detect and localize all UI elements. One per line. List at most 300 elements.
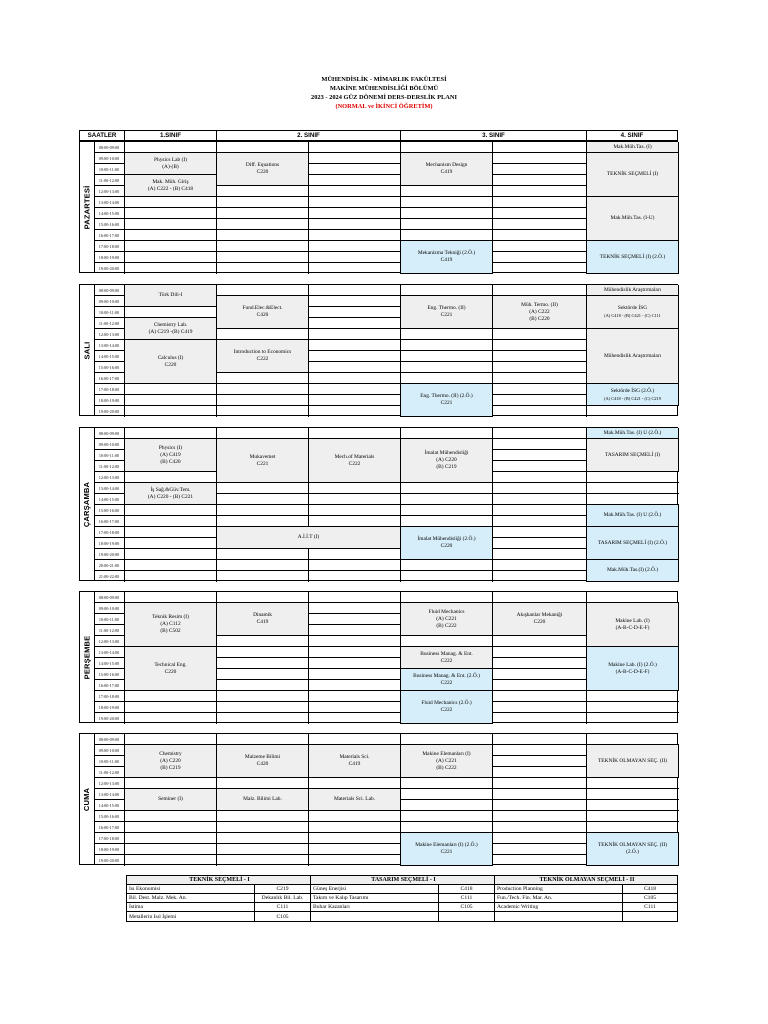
course-cell: Mak.Müh.Tas.(I) (2.Ö.)	[587, 560, 679, 582]
time-slot: 08:00-09:00	[94, 734, 125, 745]
summary-header: TEKNİK OLMAYAN SEÇMELİ - II	[495, 876, 677, 884]
empty-slot	[493, 527, 587, 538]
summary-room: C111	[644, 904, 656, 910]
course-cell: Mukavemet C221	[217, 439, 309, 483]
course-cell: Mech.of Materials C222	[309, 439, 401, 483]
empty-slot	[217, 197, 309, 208]
empty-slot	[401, 505, 493, 516]
empty-slot	[493, 373, 587, 384]
course-cell: Mak. Müh. Giriş (A) C222 - (B) C418	[125, 175, 217, 197]
time-slot: 10:00-11:00	[94, 756, 125, 767]
summary-room: C111	[439, 894, 495, 902]
empty-slot	[493, 219, 587, 230]
time-slot: 14:00-15:00	[94, 351, 125, 362]
empty-slot	[217, 263, 309, 274]
empty-slot	[493, 767, 587, 778]
empty-slot	[493, 208, 587, 219]
course-cell: Physics Lab (I) (A)-(B)	[125, 153, 217, 175]
course-cell: Makine Elemanları (I) (2.Ö.) C221	[401, 833, 493, 866]
empty-slot	[493, 472, 587, 483]
time-slot: 12:00-13:00	[94, 778, 125, 789]
empty-slot	[401, 778, 493, 789]
empty-slot	[309, 186, 401, 197]
empty-slot	[217, 549, 309, 560]
summary-room: C219	[255, 885, 311, 893]
empty-slot	[125, 713, 217, 724]
empty-slot	[493, 669, 587, 680]
empty-slot	[217, 230, 309, 241]
empty-slot	[125, 406, 217, 417]
empty-slot	[587, 713, 679, 724]
summary-room	[623, 912, 677, 921]
time-slot: 18:00-19:00	[94, 538, 125, 549]
empty-slot	[493, 505, 587, 516]
empty-slot	[401, 373, 493, 384]
time-slot: 10:00-11:00	[94, 164, 125, 175]
empty-slot	[493, 351, 587, 362]
empty-slot	[401, 789, 493, 800]
course-cell: Malzeme Bilimi C420	[217, 745, 309, 778]
empty-slot	[309, 351, 401, 362]
empty-slot	[309, 713, 401, 724]
course-cell: Fluid Mechanics (A) C221 (B) C222	[401, 603, 493, 636]
empty-slot	[125, 384, 217, 395]
empty-slot	[125, 822, 217, 833]
empty-slot	[401, 230, 493, 241]
empty-slot	[217, 208, 309, 219]
course-cell: Technical Eng. C220	[125, 647, 217, 691]
empty-slot	[401, 822, 493, 833]
empty-slot	[587, 734, 679, 745]
empty-slot	[309, 833, 401, 844]
empty-slot	[309, 384, 401, 395]
empty-slot	[217, 691, 309, 702]
empty-slot	[401, 734, 493, 745]
empty-slot	[125, 734, 217, 745]
time-slot: 09:00-10:00	[94, 745, 125, 756]
time-slot: 12:00-13:00	[94, 636, 125, 647]
time-slot: 16:00-17:00	[94, 516, 125, 527]
empty-slot	[309, 483, 401, 494]
empty-slot	[493, 789, 587, 800]
empty-slot	[217, 844, 309, 855]
day-label-monday: PAZARTESİ	[80, 142, 95, 272]
empty-slot	[217, 560, 309, 571]
empty-slot	[125, 516, 217, 527]
empty-slot	[309, 702, 401, 713]
empty-slot	[401, 800, 493, 811]
empty-slot	[587, 789, 679, 800]
empty-slot	[587, 822, 679, 833]
time-slot: 21:00-22:00	[94, 571, 125, 582]
time-slot: 14:00-15:00	[94, 494, 125, 505]
empty-slot	[401, 340, 493, 351]
day-label-friday: CUMA	[80, 734, 95, 864]
empty-slot	[493, 252, 587, 263]
course-cell: Mekanizma Tekniği (2.Ö.) C419	[401, 241, 493, 274]
summary-room: C105	[643, 895, 657, 901]
empty-slot	[401, 428, 493, 439]
empty-slot	[587, 778, 679, 789]
time-slot: 08:00-09:00	[94, 142, 125, 153]
summary-header: TEKNİK SEÇMELİ - I	[127, 876, 311, 884]
empty-slot	[587, 494, 679, 505]
empty-slot	[401, 494, 493, 505]
time-slot: 12:00-13:00	[94, 472, 125, 483]
time-slot: 18:00-19:00	[94, 702, 125, 713]
course-cell: Teknik Resim (I) (A) C112 (B) C502	[125, 603, 217, 647]
day-label-tuesday: SALI	[80, 285, 95, 415]
course-cell: Chemistry (A) C220 (B) C219	[125, 745, 217, 778]
summary-course: Production Planning	[495, 885, 623, 893]
empty-slot	[493, 483, 587, 494]
empty-slot	[217, 285, 309, 296]
time-slot: 08:00-09:00	[94, 428, 125, 439]
empty-slot	[125, 219, 217, 230]
time-slot: 09:00-10:00	[94, 603, 125, 614]
empty-slot	[401, 483, 493, 494]
empty-slot	[217, 669, 309, 680]
summary-room: Dekanlık Bil. Lab.	[255, 894, 311, 902]
empty-slot	[125, 307, 217, 318]
course-cell: Sektörde İSG (2.Ö.) (A) C418 - (B) C421 - (C) C219	[587, 384, 679, 406]
saatler-header: SAATLER	[80, 131, 125, 140]
empty-slot	[309, 329, 401, 340]
time-slot: 19:00-20:00	[94, 855, 125, 866]
empty-slot	[217, 186, 309, 197]
summary-course: Bil. Dest. Malz. Mek. An.	[127, 894, 255, 902]
empty-slot	[309, 318, 401, 329]
day-block-monday	[79, 141, 678, 273]
course-cell: Introduction to Economics C222	[217, 340, 309, 373]
empty-slot	[309, 505, 401, 516]
empty-slot	[493, 538, 587, 549]
empty-slot	[493, 811, 587, 822]
empty-slot	[217, 822, 309, 833]
summary-header: TASARIM SEÇMELİ - I	[311, 876, 495, 884]
empty-slot	[309, 822, 401, 833]
course-cell: Fund.Elec.&Elect. C420	[217, 296, 309, 329]
time-slot: 11:00-12:00	[94, 461, 125, 472]
empty-slot	[493, 800, 587, 811]
empty-slot	[401, 516, 493, 527]
summary-header-row	[127, 876, 677, 885]
empty-slot	[125, 142, 217, 153]
empty-slot	[309, 778, 401, 789]
empty-slot	[401, 560, 493, 571]
empty-slot	[125, 811, 217, 822]
empty-slot	[217, 734, 309, 745]
empty-slot	[125, 263, 217, 274]
empty-slot	[401, 636, 493, 647]
empty-slot	[217, 592, 309, 603]
day-label-wednesday: ÇARŞAMBA	[80, 428, 95, 580]
course-cell: Mak.Müh.Tas. (I) U (2.Ö.)	[587, 428, 679, 439]
course-cell: Makine Lab. (I) (2.Ö.) (A-B-C-D-E-F)	[587, 647, 679, 691]
time-slot: 18:00-19:00	[94, 252, 125, 263]
empty-slot	[401, 571, 493, 582]
time-slot: 12:00-13:00	[94, 329, 125, 340]
time-slot: 16:00-17:00	[94, 373, 125, 384]
course-cell: Mechanism Design C419	[401, 153, 493, 186]
course-cell: Materials Sci. Lab.	[309, 789, 401, 811]
empty-slot	[125, 428, 217, 439]
day-block-wednesday	[79, 427, 678, 581]
empty-slot	[309, 175, 401, 186]
empty-slot	[493, 197, 587, 208]
empty-slot	[493, 406, 587, 417]
grade2-header: 2. SINIF	[217, 131, 401, 140]
empty-slot	[493, 340, 587, 351]
time-slot: 13:00-14:00	[94, 340, 125, 351]
plan-title: 2023 - 2024 GÜZ DÖNEMİ DERS-DERSLİK PLANI	[311, 94, 457, 101]
time-slot: 17:00-18:00	[94, 833, 125, 844]
summary-room: C105	[255, 912, 311, 921]
empty-slot	[125, 241, 217, 252]
empty-slot	[309, 153, 401, 164]
summary-room: C111	[255, 903, 311, 911]
course-cell: Mühendislik Araştırmaları	[587, 329, 679, 384]
time-slot: 17:00-18:00	[94, 691, 125, 702]
summary-room	[439, 912, 495, 921]
summary-course: İstima	[127, 903, 255, 911]
empty-slot	[587, 702, 679, 713]
grade1-header: 1.SINIF	[125, 131, 217, 140]
empty-slot	[217, 680, 309, 691]
summary-room: C105	[439, 903, 495, 911]
plan-subtitle	[0, 103, 768, 112]
empty-slot	[309, 340, 401, 351]
empty-slot	[493, 450, 587, 461]
empty-slot	[125, 778, 217, 789]
empty-slot	[493, 241, 587, 252]
summary-course	[311, 912, 439, 921]
course-cell: TEKNİK SEÇMELİ (I) (2.Ö.)	[587, 241, 679, 274]
course-cell: Mak.Müh.Tas. (I-U)	[587, 197, 679, 241]
empty-slot	[493, 285, 587, 296]
day-block-friday	[79, 733, 678, 865]
empty-slot	[493, 329, 587, 340]
summary-row	[127, 912, 677, 921]
course-cell: İmalat Mühendisliği (2.Ö.) C220	[401, 527, 493, 560]
summary-row	[127, 885, 677, 894]
summary-row	[127, 894, 677, 903]
empty-slot	[493, 592, 587, 603]
empty-slot	[125, 833, 217, 844]
time-slot: 16:00-17:00	[94, 680, 125, 691]
course-cell: TEKNİK OLMAYAN SEÇ. (II)	[587, 745, 679, 778]
summary-room: C418	[439, 885, 495, 893]
summary-course: Güneş Enerjisi	[311, 885, 439, 893]
course-cell: Chemistry Lab. (A) C219 -(B) C419	[125, 318, 217, 340]
empty-slot	[217, 329, 309, 340]
empty-slot	[217, 658, 309, 669]
empty-slot	[217, 384, 309, 395]
empty-slot	[309, 647, 401, 658]
empty-slot	[309, 516, 401, 527]
time-slot: 17:00-18:00	[94, 384, 125, 395]
empty-slot	[493, 461, 587, 472]
empty-slot	[493, 384, 587, 395]
empty-slot	[493, 734, 587, 745]
empty-slot	[493, 175, 587, 186]
empty-slot	[309, 230, 401, 241]
empty-slot	[587, 691, 679, 702]
empty-slot	[125, 252, 217, 263]
empty-slot	[493, 680, 587, 691]
course-cell: TEKNİK OLMAYAN SEÇ. (II) (2.Ö.)	[587, 833, 679, 866]
empty-slot	[493, 549, 587, 560]
time-slot: 11:00-12:00	[94, 625, 125, 636]
empty-slot	[587, 800, 679, 811]
time-slot: 16:00-17:00	[94, 822, 125, 833]
time-slot: 15:00-16:00	[94, 219, 125, 230]
empty-slot	[309, 252, 401, 263]
empty-slot	[493, 164, 587, 175]
empty-slot	[401, 197, 493, 208]
empty-slot	[125, 844, 217, 855]
elective-summary-table	[126, 875, 678, 922]
course-cell: Seminer (I)	[125, 789, 217, 811]
time-slot: 12:00-13:00	[94, 186, 125, 197]
empty-slot	[217, 241, 309, 252]
empty-slot	[217, 778, 309, 789]
time-slot: 13:00-14:00	[94, 197, 125, 208]
empty-slot	[309, 691, 401, 702]
course-cell: Akışkanlar Mekaniği C220	[493, 603, 587, 636]
empty-slot	[493, 647, 587, 658]
empty-slot	[125, 395, 217, 406]
time-slot: 10:00-11:00	[94, 307, 125, 318]
course-cell: Business Manag. & Ent. (2.Ö.) C222	[401, 669, 493, 691]
empty-slot	[493, 395, 587, 406]
empty-slot	[125, 691, 217, 702]
course-cell: Materials Sci. C419	[309, 745, 401, 778]
summary-course: Fun./Tech. Fin. Mar. An.	[495, 894, 623, 902]
time-slot: 13:00-14:00	[94, 789, 125, 800]
course-cell: Müh. Termo. (II) (A) C222 (B) C220	[493, 296, 587, 329]
course-cell: Malz. Bilimi Lab.	[217, 789, 309, 811]
summary-course: Takım ve Kalıp Tasarımı	[311, 894, 439, 902]
empty-slot	[309, 844, 401, 855]
empty-slot	[217, 483, 309, 494]
empty-slot	[309, 142, 401, 153]
empty-slot	[401, 208, 493, 219]
time-slot: 14:00-15:00	[94, 800, 125, 811]
empty-slot	[217, 428, 309, 439]
empty-slot	[125, 230, 217, 241]
empty-slot	[587, 811, 679, 822]
empty-slot	[309, 241, 401, 252]
course-cell: Eng. Thermo. (II) (2.Ö.) C221	[401, 384, 493, 417]
empty-slot	[217, 811, 309, 822]
summary-course: Buhar Kazanları	[311, 903, 439, 911]
time-slot: 10:00-11:00	[94, 450, 125, 461]
empty-slot	[401, 329, 493, 340]
empty-slot	[493, 833, 587, 844]
empty-slot	[401, 592, 493, 603]
empty-slot	[125, 538, 217, 549]
time-slot: 14:00-15:00	[94, 658, 125, 669]
empty-slot	[493, 822, 587, 833]
course-cell: Mak.Müh.Tas. (I) U (2.Ö.)	[587, 505, 679, 527]
empty-slot	[493, 778, 587, 789]
time-slot: 19:00-20:00	[94, 263, 125, 274]
time-slot: 10:00-11:00	[94, 614, 125, 625]
empty-slot	[493, 186, 587, 197]
empty-slot	[493, 844, 587, 855]
empty-slot	[309, 734, 401, 745]
time-slot: 19:00-20:00	[94, 713, 125, 724]
empty-slot	[125, 549, 217, 560]
column-header-bar	[79, 130, 678, 141]
empty-slot	[125, 472, 217, 483]
empty-slot	[493, 153, 587, 164]
course-cell: Makine Lab. (I) (A-B-C-D-E-F)	[587, 603, 679, 647]
empty-slot	[587, 406, 679, 417]
empty-slot	[309, 406, 401, 417]
empty-slot	[217, 713, 309, 724]
empty-slot	[493, 636, 587, 647]
course-cell: Eng. Thermo. (II) C221	[401, 296, 493, 329]
empty-slot	[493, 494, 587, 505]
empty-slot	[493, 855, 587, 866]
empty-slot	[493, 713, 587, 724]
empty-slot	[493, 756, 587, 767]
course-cell: Dinamik C419	[217, 603, 309, 636]
time-slot: 19:00-20:00	[94, 406, 125, 417]
course-cell: Calculus (I) C220	[125, 340, 217, 384]
empty-slot	[309, 549, 401, 560]
time-slot: 19:00-20:00	[94, 549, 125, 560]
empty-slot	[401, 142, 493, 153]
course-cell: Türk Dili-I	[125, 285, 217, 307]
course-cell: Diff. Equations C220	[217, 153, 309, 186]
empty-slot	[493, 230, 587, 241]
empty-slot	[401, 219, 493, 230]
day-label-thursday: PERŞEMBE	[80, 592, 95, 722]
empty-slot	[125, 197, 217, 208]
empty-slot	[217, 406, 309, 417]
time-slot: 14:00-15:00	[94, 208, 125, 219]
summary-row	[127, 903, 677, 912]
empty-slot	[217, 647, 309, 658]
empty-slot	[217, 636, 309, 647]
faculty-title: MÜHENDİSLİK - MİMARLIK FAKÜLTESİ	[321, 76, 447, 83]
course-cell: TEKNİK SEÇMELİ (I)	[587, 153, 679, 197]
time-slot: 11:00-12:00	[94, 767, 125, 778]
course-cell: Physics (I) (A) C419 (B) C420	[125, 439, 217, 472]
empty-slot	[217, 516, 309, 527]
empty-slot	[309, 669, 401, 680]
empty-slot	[401, 186, 493, 197]
summary-course: Academic Writing	[495, 903, 623, 911]
empty-slot	[309, 208, 401, 219]
empty-slot	[309, 494, 401, 505]
time-slot: 15:00-16:00	[94, 362, 125, 373]
empty-slot	[309, 560, 401, 571]
empty-slot	[309, 592, 401, 603]
summary-course: Metallerin Isıl İşlemi	[127, 912, 255, 921]
empty-slot	[401, 285, 493, 296]
empty-slot	[309, 625, 401, 636]
empty-slot	[125, 505, 217, 516]
plan-subtitle-text: (NORMAL ve İKİNCİ ÖĞRETİM)	[335, 103, 433, 110]
empty-slot	[493, 142, 587, 153]
empty-slot	[309, 197, 401, 208]
empty-slot	[309, 307, 401, 318]
empty-slot	[587, 483, 679, 494]
